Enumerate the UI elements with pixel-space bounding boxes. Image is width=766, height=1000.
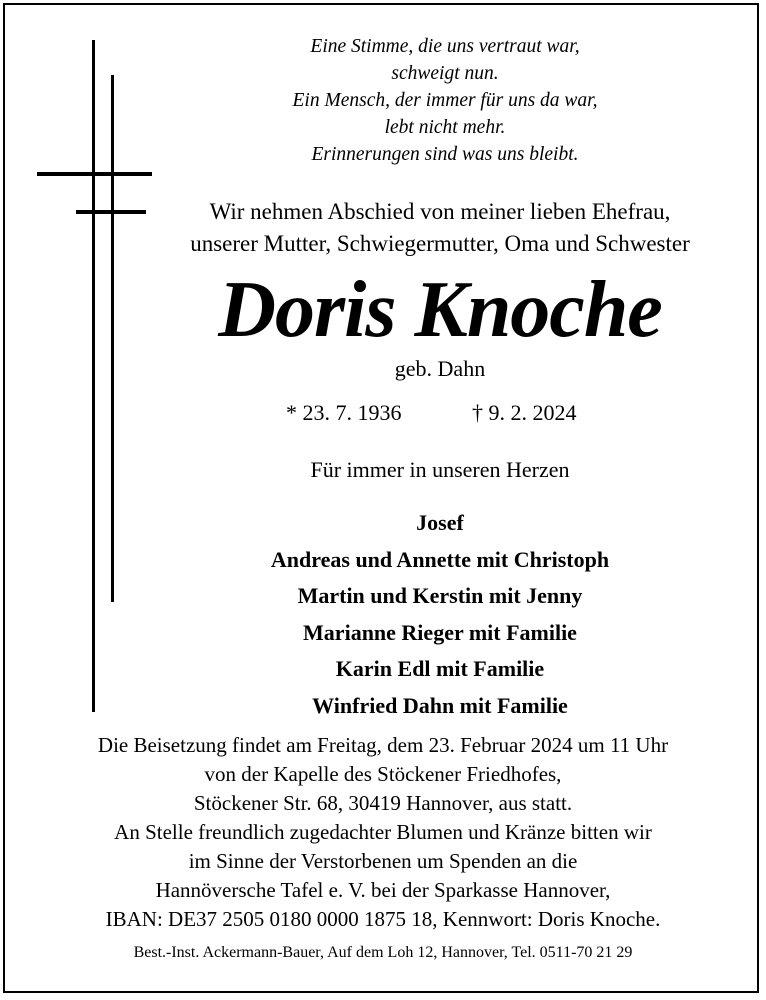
cross-vertical-left xyxy=(92,40,95,712)
intro-text xyxy=(140,196,740,260)
donation-line: im Sinne der Verstorbenen um Spenden an die xyxy=(188,849,578,873)
family-member: Marianne Rieger mit Familie xyxy=(303,619,577,645)
cross-vertical-right xyxy=(111,75,114,602)
funeral-line: von der Kapelle des Stöckener Friedhofes, xyxy=(204,762,562,786)
family-member: Winfried Dahn mit Familie xyxy=(312,692,568,718)
cross-bar-upper xyxy=(37,172,152,176)
birth-date: * 23. 7. 1936 xyxy=(286,400,402,425)
donation-line: IBAN: DE37 2505 0180 0000 1875 18, Kennwort: Doris Knoche. xyxy=(105,907,661,931)
family-member: Martin und Kerstin mit Jenny xyxy=(297,583,583,609)
poem-line: schweigt nun. xyxy=(391,63,499,84)
donation-line: Hannöversche Tafel e. V. bei der Sparkasse Hannover, xyxy=(155,878,611,902)
poem xyxy=(230,33,660,168)
funeral-line: Stöckener Str. 68, 30419 Hannover, aus statt. xyxy=(193,791,573,815)
intro-line: Wir nehmen Abschied von meiner lieben Ehefrau, xyxy=(209,199,671,224)
funeral-home-footer: Best.-Inst. Ackermann-Bauer, Auf dem Loh 12, Hannover, Tel. 0511-70 21 29 xyxy=(133,944,633,961)
intro-line: unserer Mutter, Schwiegermutter, Oma und Schwester xyxy=(190,231,690,256)
poem-line: Eine Stimme, die uns vertraut war, xyxy=(310,36,580,57)
poem-line: Ein Mensch, der immer für uns da war, xyxy=(292,90,598,111)
deceased-name: Doris Knoche xyxy=(218,266,662,354)
poem-line: Erinnerungen sind was uns bleibt. xyxy=(311,144,579,165)
funeral-line: Die Beisetzung findet am Freitag, dem 23. Februar 2024 um 11 Uhr xyxy=(97,733,669,757)
family-member: Andreas und Annette mit Christoph xyxy=(270,546,610,572)
family-member: Karin Edl mit Familie xyxy=(335,656,545,682)
poem-line: lebt nicht mehr. xyxy=(384,117,506,138)
family-list xyxy=(140,505,740,725)
donation-notice xyxy=(0,818,766,934)
donation-line: An Stelle freundlich zugedachter Blumen und Kränze bitten wir xyxy=(114,820,652,844)
funeral-notice xyxy=(0,731,766,818)
death-date: † 9. 2. 2024 xyxy=(472,400,577,425)
birth-name: geb. Dahn xyxy=(394,356,486,381)
family-member: Josef xyxy=(416,510,464,535)
motto: Für immer in unseren Herzen xyxy=(310,457,570,482)
cross-bar-lower xyxy=(76,210,146,214)
